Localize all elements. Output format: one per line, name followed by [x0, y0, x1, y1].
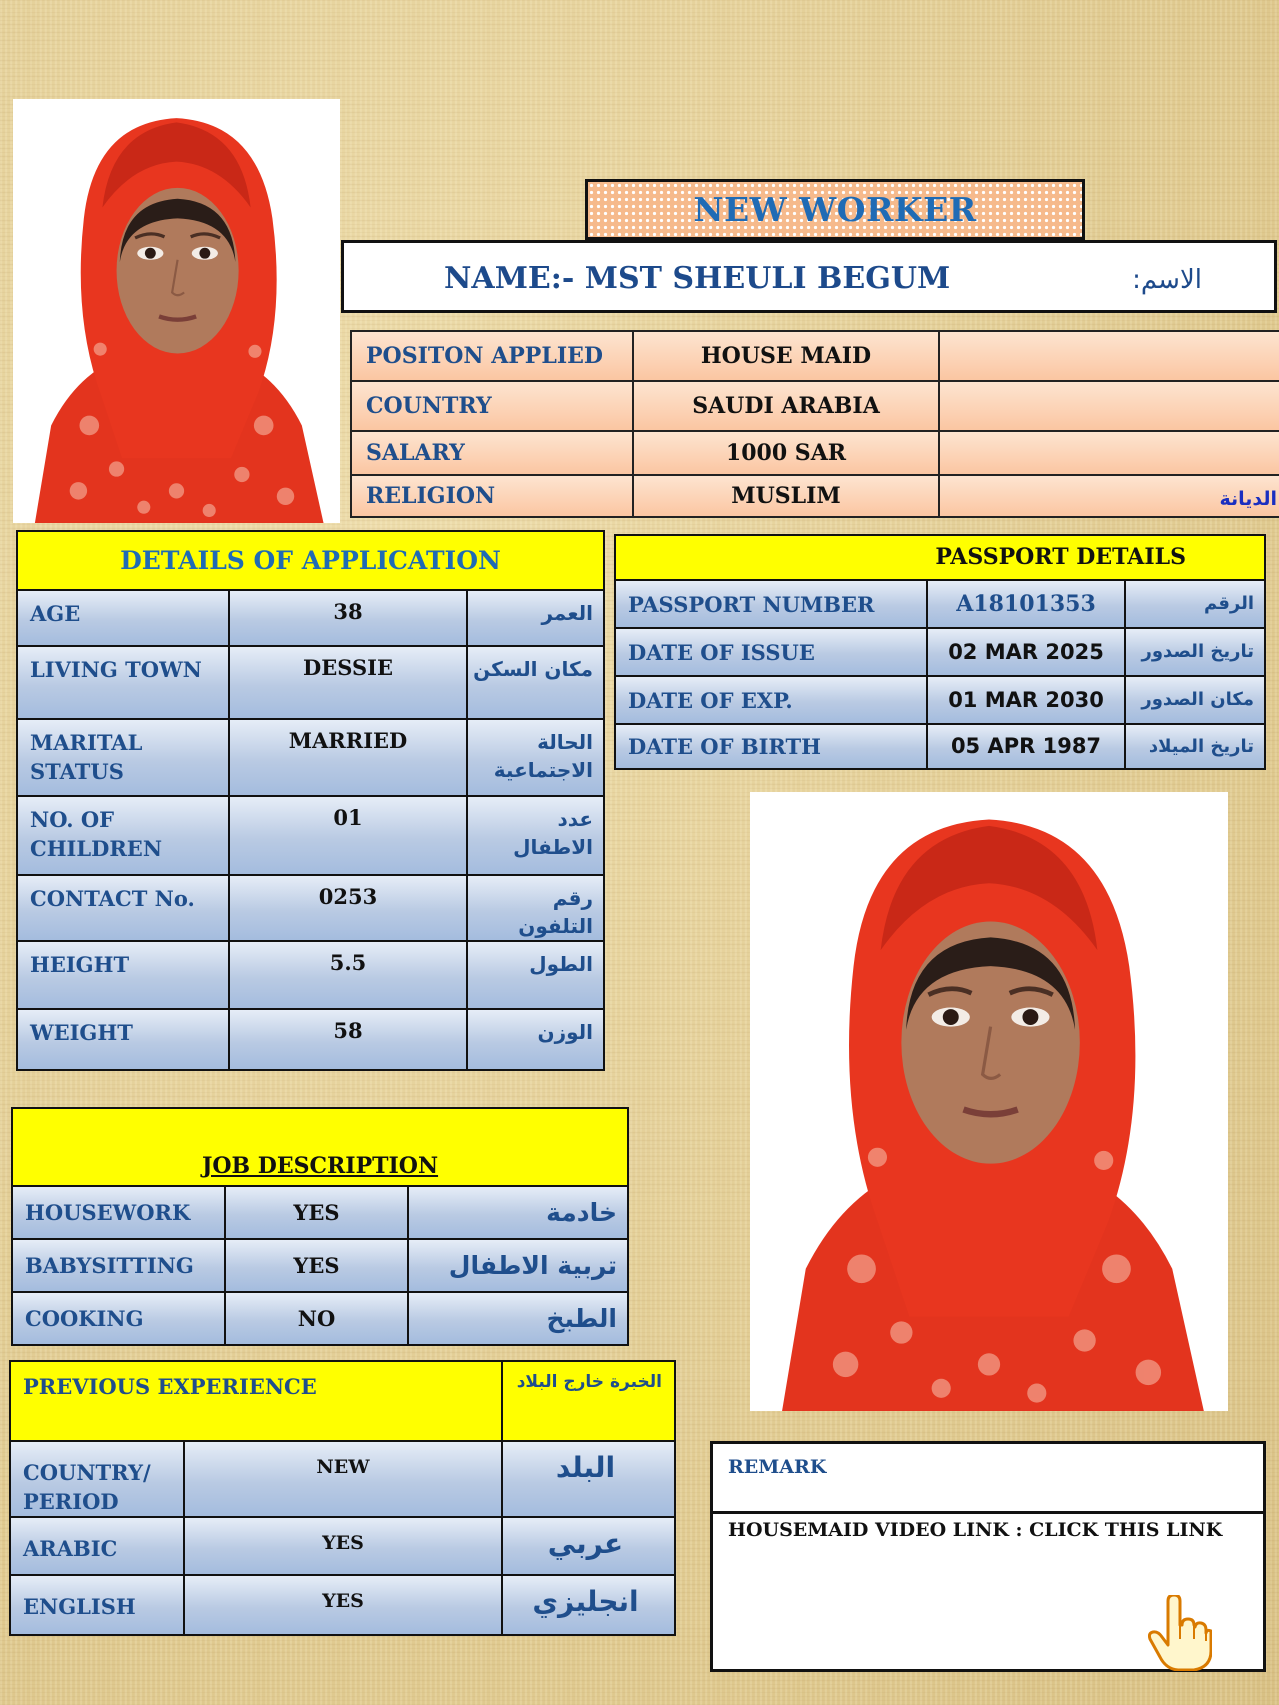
table-row: [10, 1575, 675, 1635]
name-box: [341, 240, 1277, 313]
experience-table: [9, 1360, 676, 1636]
job-label: HOUSEWORK: [12, 1186, 225, 1239]
table-row: [10, 1517, 675, 1575]
passport-arabic: مكان الصدور: [1125, 676, 1265, 724]
info-value: 1000 SAR: [633, 431, 939, 475]
banner-title: NEW WORKER: [693, 190, 977, 229]
job-title: JOB DESCRIPTION: [12, 1108, 628, 1186]
job-arabic: الطبخ: [408, 1292, 628, 1345]
passport-value: 02 MAR 2025: [927, 628, 1125, 676]
info-arabic: [939, 331, 1279, 381]
info-value: MUSLIM: [633, 475, 939, 517]
details-arabic: الوزن: [467, 1009, 604, 1070]
details-value: 58: [229, 1009, 467, 1070]
table-row: [17, 646, 604, 719]
info-label: COUNTRY: [351, 381, 633, 431]
worker-photo-small: [13, 99, 340, 523]
experience-title: PREVIOUS EXPERIENCE: [10, 1361, 502, 1441]
details-arabic: العمر: [467, 590, 604, 646]
details-label: HEIGHT: [17, 941, 229, 1009]
details-arabic: رقم التلفون: [467, 875, 604, 941]
details-label: CONTACT No.: [17, 875, 229, 941]
passport-label: DATE OF ISSUE: [615, 628, 927, 676]
info-arabic: الديانة: [939, 475, 1279, 517]
info-arabic: [939, 431, 1279, 475]
details-label: MARITAL STATUS: [17, 719, 229, 796]
passport-arabic: الرقم: [1125, 580, 1265, 628]
table-row: [615, 724, 1265, 769]
passport-table: [614, 534, 1266, 770]
passport-label: PASSPORT NUMBER: [615, 580, 927, 628]
details-value: 0253: [229, 875, 467, 941]
details-label: NO. OF CHILDREN: [17, 796, 229, 875]
info-value: SAUDI ARABIA: [633, 381, 939, 431]
table-row: [10, 1441, 675, 1517]
passport-label: DATE OF EXP.: [615, 676, 927, 724]
passport-label: DATE OF BIRTH: [615, 724, 927, 769]
table-row: [615, 628, 1265, 676]
experience-value: NEW: [184, 1441, 502, 1517]
details-arabic: الحالة الاجتماعية: [467, 719, 604, 796]
passport-arabic: تاريخ الصدور: [1125, 628, 1265, 676]
experience-label: ENGLISH: [10, 1575, 184, 1635]
experience-label: ARABIC: [10, 1517, 184, 1575]
table-row: [17, 941, 604, 1009]
experience-value: YES: [184, 1517, 502, 1575]
portrait-image: [750, 792, 1228, 1411]
table-row: [17, 875, 604, 941]
info-label: RELIGION: [351, 475, 633, 517]
job-arabic: تربية الاطفال: [408, 1239, 628, 1292]
job-value: NO: [225, 1292, 408, 1345]
table-row: [615, 676, 1265, 724]
table-row: [351, 475, 1279, 517]
table-row: [351, 331, 1279, 381]
table-row: [17, 796, 604, 875]
job-label: COOKING: [12, 1292, 225, 1345]
experience-arabic: البلد: [502, 1441, 675, 1517]
info-arabic: [939, 381, 1279, 431]
job-value: YES: [225, 1186, 408, 1239]
name-arabic-label: الاسم:: [1132, 265, 1202, 295]
table-row: [12, 1186, 628, 1239]
portrait-image: [13, 99, 340, 523]
pointing-hand-icon[interactable]: [1148, 1595, 1212, 1671]
video-link[interactable]: HOUSEMAID VIDEO LINK : CLICK THIS LINK: [728, 1519, 1223, 1541]
experience-value: YES: [184, 1575, 502, 1635]
info-label: SALARY: [351, 431, 633, 475]
job-description-table: [11, 1107, 629, 1346]
remark-header: [713, 1444, 1263, 1514]
passport-title: PASSPORT DETAILS: [615, 535, 1265, 580]
passport-value: A18101353: [927, 580, 1125, 628]
details-value: 5.5: [229, 941, 467, 1009]
details-arabic: الطول: [467, 941, 604, 1009]
details-arabic: مكان السكن: [467, 646, 604, 719]
info-table: [350, 330, 1279, 516]
experience-arabic: عربي: [502, 1517, 675, 1575]
experience-label: COUNTRY/ PERIOD: [10, 1441, 184, 1517]
worker-name: NAME:- MST SHEULI BEGUM: [444, 261, 951, 296]
info-label: POSITON APPLIED: [351, 331, 633, 381]
details-table: [16, 530, 605, 1071]
experience-arabic: انجليزي: [502, 1575, 675, 1635]
passport-value: 05 APR 1987: [927, 724, 1125, 769]
details-value: 01: [229, 796, 467, 875]
remark-label: REMARK: [728, 1456, 827, 1478]
details-value: MARRIED: [229, 719, 467, 796]
job-value: YES: [225, 1239, 408, 1292]
job-arabic: خادمة: [408, 1186, 628, 1239]
table-row: [17, 1009, 604, 1070]
table-row: [12, 1292, 628, 1345]
table-row: [351, 381, 1279, 431]
details-label: AGE: [17, 590, 229, 646]
info-value: HOUSE MAID: [633, 331, 939, 381]
details-arabic: عدد الاطفال: [467, 796, 604, 875]
passport-value: 01 MAR 2030: [927, 676, 1125, 724]
passport-arabic: تاريخ الميلاد: [1125, 724, 1265, 769]
details-value: 38: [229, 590, 467, 646]
table-row: [12, 1239, 628, 1292]
table-row: [615, 580, 1265, 628]
details-label: WEIGHT: [17, 1009, 229, 1070]
table-row: [17, 719, 604, 796]
table-row: [17, 590, 604, 646]
details-label: LIVING TOWN: [17, 646, 229, 719]
experience-arabic-title: الخبرة خارج البلاد: [502, 1361, 675, 1441]
details-value: DESSIE: [229, 646, 467, 719]
details-title: DETAILS OF APPLICATION: [17, 531, 604, 590]
new-worker-banner: [585, 179, 1085, 240]
table-row: [351, 431, 1279, 475]
worker-photo-large: [750, 792, 1228, 1411]
job-label: BABYSITTING: [12, 1239, 225, 1292]
